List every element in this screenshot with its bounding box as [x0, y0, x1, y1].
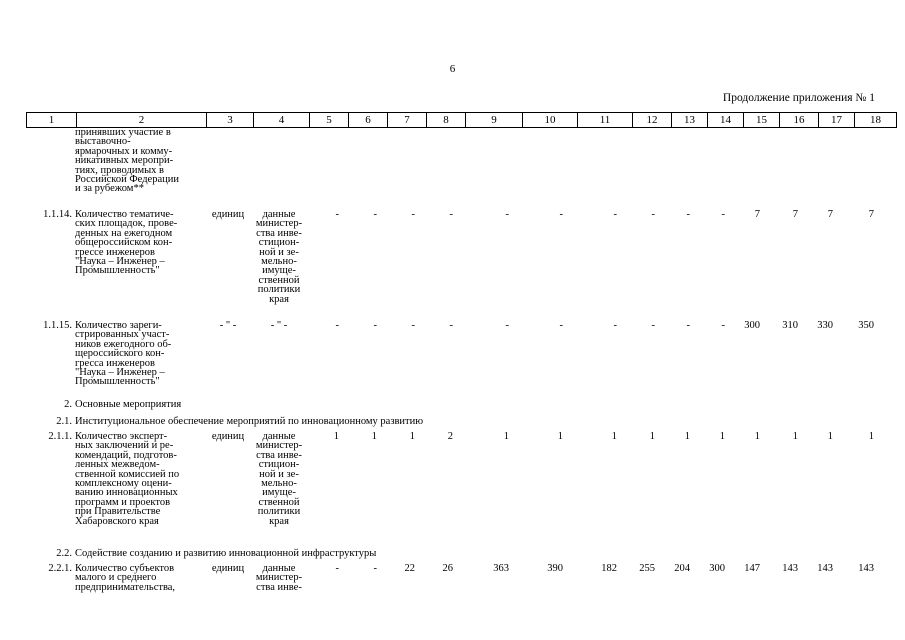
section-title: Содействие созданию и развитию инновационной инфраструктуры [75, 548, 377, 559]
row-number: 2. [64, 399, 72, 410]
value-cell: 390 [547, 563, 563, 574]
indicator-name-line: Количество зареги- [75, 320, 162, 331]
indicator-name [75, 210, 211, 276]
value-cell: 204 [674, 563, 690, 574]
value-cell: - [559, 209, 563, 220]
data-source-line: ства инве- [256, 227, 302, 239]
value-cell: - [335, 320, 339, 331]
table-row [26, 210, 890, 321]
column-header-14: 14 [708, 113, 744, 128]
indicator-name-line: при Правительстве [75, 506, 161, 518]
continuation-label: Продолжение приложения № 1 [722, 92, 875, 104]
value-cell: 1 [827, 431, 833, 442]
data-source-line: края [269, 293, 289, 305]
indicator-name-line: ников ежегодного об- [75, 338, 172, 350]
indicator-name-line: денных на ежегодном [75, 227, 173, 239]
value-cell: 1 [503, 431, 509, 442]
indicator-name-line: "Наука – Инженер – [75, 367, 165, 379]
value-cell: - [449, 209, 453, 220]
value-cell: - [449, 320, 453, 331]
indicator-name-line: ных заключений и ре- [75, 440, 174, 452]
indicator-name-line: Количество тематиче- [75, 209, 174, 220]
value-cell: 1 [611, 431, 617, 442]
value-cell: - [505, 320, 509, 331]
column-header-table [26, 112, 897, 128]
value-cell: 26 [442, 563, 453, 574]
column-header-7: 7 [388, 113, 427, 128]
indicator-name-line: щероссийского кон- [75, 348, 165, 360]
value-cell: 363 [493, 563, 509, 574]
data-source [252, 432, 306, 526]
column-header-1: 1 [27, 113, 77, 128]
column-header-9: 9 [466, 113, 523, 128]
value-cell: 182 [601, 563, 617, 574]
indicator-name [75, 432, 211, 526]
value-cell: - [335, 563, 339, 574]
table-row [26, 564, 890, 624]
row-number: 2.1. [56, 416, 72, 427]
data-source-line: данные [262, 431, 296, 442]
table-row [26, 549, 890, 564]
column-header-5: 5 [310, 113, 349, 128]
data-source [252, 210, 306, 304]
value-cell: 1 [409, 431, 415, 442]
indicator-name-line: Хабаровского края [75, 515, 159, 527]
value-cell: - [559, 320, 563, 331]
value-cell: 147 [744, 563, 760, 574]
unit-of-measure: - " - [219, 320, 237, 331]
indicator-name-line: ярмарочных и комму- [75, 145, 173, 157]
indicator-name-line: гресса инженеров [75, 357, 155, 369]
value-cell: - [613, 320, 617, 331]
indicator-name-line: программ и проектов [75, 496, 171, 508]
row-number: 1.1.15. [43, 320, 72, 331]
column-header-10: 10 [523, 113, 578, 128]
indicator-name-line: тиях, проводимых в [75, 164, 164, 176]
data-source-line: данные [262, 563, 296, 574]
value-cell: 310 [782, 320, 798, 331]
value-cell: - [505, 209, 509, 220]
value-cell: 1 [557, 431, 563, 442]
value-cell: 143 [858, 563, 874, 574]
data-source [252, 564, 306, 592]
value-cell: - [373, 320, 377, 331]
value-cell: 7 [827, 209, 833, 220]
data-source-line: политики [257, 284, 301, 296]
data-source-line: края [269, 515, 289, 527]
value-cell: 22 [404, 563, 415, 574]
value-cell: - [651, 320, 655, 331]
value-cell: 300 [744, 320, 760, 331]
data-source-line: мельно- [261, 478, 297, 490]
row-number: 2.1.1. [48, 431, 72, 442]
value-cell: 1 [868, 431, 874, 442]
data-source-line: имуще- [262, 265, 296, 277]
column-header-18: 18 [855, 113, 897, 128]
indicator-name [75, 128, 211, 194]
indicator-name-line: ственной комиссией по [75, 468, 180, 480]
indicator-name-line: Количество эксперт- [75, 431, 168, 442]
column-header-8: 8 [427, 113, 466, 128]
unit-of-measure: единиц [211, 563, 245, 574]
value-cell: 143 [782, 563, 798, 574]
data-source-line: ства инве- [256, 581, 302, 593]
value-cell: - [613, 209, 617, 220]
table-body [26, 128, 890, 624]
value-cell: - [411, 209, 415, 220]
value-cell: 2 [447, 431, 453, 442]
column-header-2: 2 [77, 113, 207, 128]
column-header-17: 17 [819, 113, 855, 128]
table-row [26, 321, 890, 400]
indicator-name-line: ских площадок, прове- [75, 218, 178, 230]
indicator-name-line: и за рубежом** [75, 183, 144, 195]
value-cell: 1 [333, 431, 339, 442]
value-cell: - [721, 209, 725, 220]
data-source-line: министер- [255, 572, 303, 584]
column-header-16: 16 [780, 113, 819, 128]
value-cell: - [686, 209, 690, 220]
value-cell: 1 [754, 431, 760, 442]
indicator-name-line: Российской Федерации [75, 174, 179, 186]
row-number: 1.1.14. [43, 209, 72, 220]
row-number: 2.2. [56, 548, 72, 559]
value-cell: 7 [868, 209, 874, 220]
value-cell: 1 [684, 431, 690, 442]
row-number: 2.2.1. [48, 563, 72, 574]
indicator-name [75, 321, 211, 387]
column-header-11: 11 [578, 113, 633, 128]
indicator-name-line: грессе инженеров [75, 246, 155, 258]
column-header-6: 6 [349, 113, 388, 128]
value-cell: - [335, 209, 339, 220]
data-source-line: данные [262, 209, 296, 220]
indicator-name-line: "Наука – Инженер – [75, 256, 165, 268]
value-cell: - [373, 209, 377, 220]
table-row [26, 128, 890, 210]
table-row [26, 417, 890, 432]
value-cell: 1 [719, 431, 725, 442]
indicator-name-line: никативных меропри- [75, 155, 174, 167]
table-row [26, 400, 890, 417]
section-title: Основные мероприятия [75, 399, 182, 410]
data-source-line: ной и зе- [259, 246, 299, 258]
column-header-12: 12 [633, 113, 672, 128]
column-header-3: 3 [207, 113, 254, 128]
page-number: 6 [449, 63, 456, 75]
indicator-name-line: Промышленность" [75, 265, 160, 277]
value-cell: 7 [754, 209, 760, 220]
indicator-name-line: принявших участие в [75, 127, 171, 138]
value-cell: 350 [858, 320, 874, 331]
value-cell: - [373, 563, 377, 574]
data-source [252, 321, 306, 330]
unit-of-measure: единиц [211, 431, 245, 442]
value-cell: 300 [709, 563, 725, 574]
data-source-line: министер- [255, 440, 303, 452]
data-source-line: ства инве- [256, 449, 302, 461]
indicator-name-line: Промышленность" [75, 376, 160, 388]
data-source-line: ной и зе- [259, 468, 299, 480]
indicator-name-line: выставочно- [75, 136, 131, 148]
indicator-name-line: комплексному оцени- [75, 478, 172, 490]
column-header-row [27, 113, 897, 128]
data-source-line: министер- [255, 218, 303, 230]
section-title: Институциональное обеспечение мероприятий по инновационному развитию [75, 416, 424, 427]
value-cell: 1 [792, 431, 798, 442]
indicator-name-line: комендаций, подготов- [75, 449, 177, 461]
indicator-name [75, 564, 211, 592]
value-cell: 1 [371, 431, 377, 442]
value-cell: 330 [817, 320, 833, 331]
table-row [26, 432, 890, 549]
data-source-line: - " - [270, 320, 288, 331]
value-cell: 143 [817, 563, 833, 574]
data-source-line: имуще- [262, 487, 296, 499]
value-cell: - [686, 320, 690, 331]
indicator-name-line: Количество субъектов [75, 563, 175, 574]
indicator-name-line: ванию инновационных [75, 487, 178, 499]
indicator-name-line: малого и среднего [75, 572, 157, 584]
data-source-line: ственной [258, 496, 300, 508]
value-cell: 255 [639, 563, 655, 574]
value-cell: - [651, 209, 655, 220]
value-cell: - [721, 320, 725, 331]
data-source-line: ственной [258, 274, 300, 286]
indicator-name-line: общероссийском кон- [75, 237, 173, 249]
indicator-name-line: ленных межведом- [75, 459, 160, 471]
column-header-13: 13 [672, 113, 708, 128]
indicator-name-line: стрированных участ- [75, 329, 170, 341]
column-header-4: 4 [254, 113, 310, 128]
column-header-15: 15 [744, 113, 780, 128]
data-source-line: политики [257, 506, 301, 518]
value-cell: - [411, 320, 415, 331]
value-cell: 1 [649, 431, 655, 442]
data-source-line: стицион- [258, 459, 300, 471]
value-cell: 7 [792, 209, 798, 220]
indicator-name-line: предпринимательства, [75, 581, 176, 593]
data-source-line: стицион- [258, 237, 300, 249]
data-source-line: мельно- [261, 256, 297, 268]
unit-of-measure: единиц [211, 209, 245, 220]
